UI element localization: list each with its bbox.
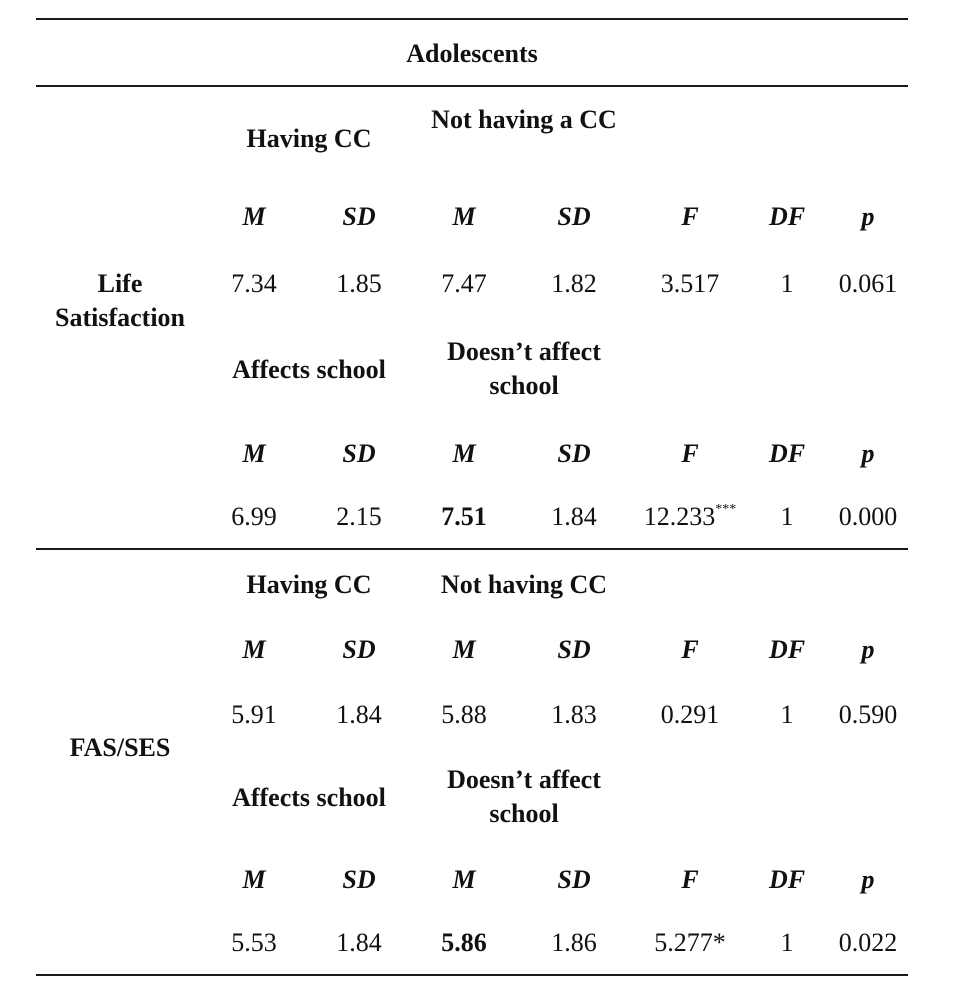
- cell-sd2: 1.82: [551, 269, 597, 298]
- cell-m1: 5.91: [231, 700, 277, 729]
- top-rule: [36, 18, 908, 20]
- stat-header-sd: SD: [557, 865, 591, 894]
- cell-df: 1: [780, 502, 794, 531]
- cell-f: 0.291: [660, 700, 720, 729]
- header-rule: [36, 85, 908, 87]
- stat-header-f: F: [681, 635, 699, 664]
- cell-sd2: 1.84: [551, 502, 597, 531]
- stat-header-f: F: [681, 202, 699, 231]
- stat-header-p: p: [861, 865, 875, 894]
- stat-header-f: F: [681, 439, 699, 468]
- cell-m1: 5.53: [231, 928, 277, 957]
- stat-header-m: M: [452, 439, 476, 468]
- cell-m1: 6.99: [231, 502, 277, 531]
- group-b-label: Doesn’t affect school: [447, 337, 601, 400]
- cell-f: 5.277*: [654, 928, 726, 957]
- table-title: Adolescents: [406, 39, 538, 68]
- significance-marker: ***: [715, 502, 737, 517]
- cell-m2: 7.51: [441, 502, 487, 531]
- cell-m2: 7.47: [441, 269, 487, 298]
- cell-p: 0.000: [838, 502, 898, 531]
- group-b-label: Not having CC: [440, 570, 608, 599]
- cell-f: [634, 500, 746, 534]
- section-label-fas-ses: FAS/SES: [69, 733, 171, 762]
- stat-header-m: M: [242, 439, 266, 468]
- stat-header-p: p: [861, 202, 875, 231]
- cell-f-value: 12.233: [643, 502, 716, 531]
- bottom-rule: [36, 974, 908, 976]
- stat-header-sd: SD: [342, 202, 376, 231]
- stat-header-df: DF: [768, 865, 806, 894]
- stat-header-sd: SD: [557, 202, 591, 231]
- stat-header-df: DF: [768, 635, 806, 664]
- stat-header-m: M: [242, 865, 266, 894]
- stat-header-sd: SD: [342, 439, 376, 468]
- cell-df: 1: [780, 928, 794, 957]
- stat-header-m: M: [242, 635, 266, 664]
- group-a-label: Having CC: [246, 570, 372, 599]
- cell-sd1: 1.84: [336, 928, 382, 957]
- stat-header-f: F: [681, 865, 699, 894]
- cell-sd1: 1.84: [336, 700, 382, 729]
- stat-header-m: M: [452, 202, 476, 231]
- group-b-label: Doesn’t affect school: [447, 765, 601, 828]
- stat-header-sd: SD: [342, 865, 376, 894]
- cell-sd2: 1.83: [551, 700, 597, 729]
- cell-p: 0.061: [838, 269, 898, 298]
- group-a-label: Affects school: [232, 783, 386, 812]
- cell-p: 0.590: [838, 700, 898, 729]
- stat-header-sd: SD: [557, 439, 591, 468]
- stat-header-m: M: [242, 202, 266, 231]
- stat-header-sd: SD: [342, 635, 376, 664]
- cell-sd2: 1.86: [551, 928, 597, 957]
- cell-f: 3.517: [660, 269, 720, 298]
- section-divider: [36, 548, 908, 550]
- group-a-label: Affects school: [232, 355, 386, 384]
- stat-header-df: DF: [768, 439, 806, 468]
- stat-header-p: p: [861, 635, 875, 664]
- cell-sd1: 2.15: [336, 502, 382, 531]
- stat-header-sd: SD: [557, 635, 591, 664]
- cell-m2: 5.86: [441, 928, 487, 957]
- group-b-label: Not having a CC: [431, 105, 617, 134]
- cell-df: 1: [780, 269, 794, 298]
- stat-header-m: M: [452, 865, 476, 894]
- cell-df: 1: [780, 700, 794, 729]
- stat-header-df: DF: [768, 202, 806, 231]
- group-a-label: Having CC: [246, 124, 372, 153]
- cell-p: 0.022: [838, 928, 898, 957]
- section-label-life-satisfaction: Life Satisfaction: [55, 269, 185, 332]
- stat-header-m: M: [452, 635, 476, 664]
- cell-sd1: 1.85: [336, 269, 382, 298]
- cell-m2: 5.88: [441, 700, 487, 729]
- stat-header-p: p: [861, 439, 875, 468]
- cell-m1: 7.34: [231, 269, 277, 298]
